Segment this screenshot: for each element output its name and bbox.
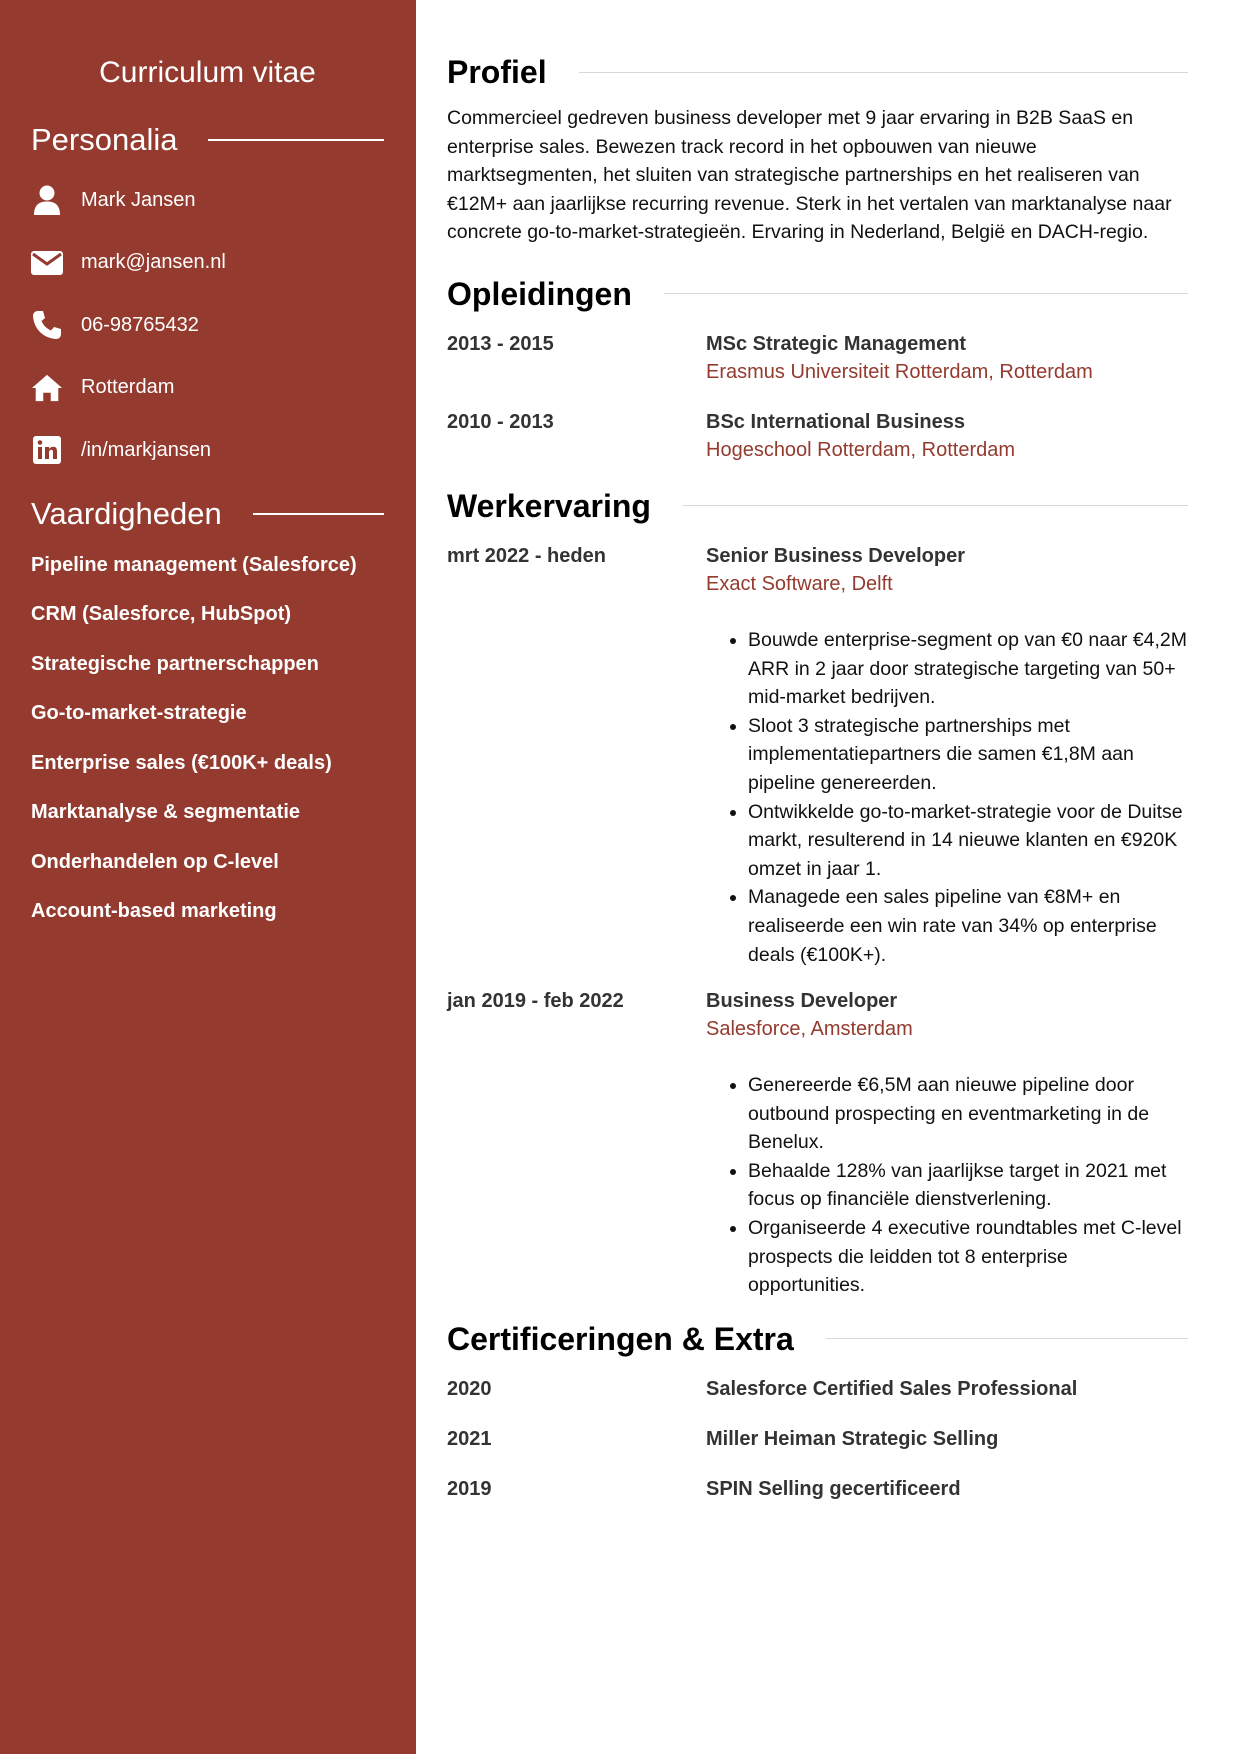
entry-title: BSc International Business bbox=[706, 410, 965, 433]
entry-date: 2021 bbox=[447, 1427, 492, 1450]
entry-date: jan 2019 - feb 2022 bbox=[447, 990, 624, 1013]
envelope-icon bbox=[31, 247, 63, 279]
certifications-heading-label: Certificeringen & Extra bbox=[447, 1320, 794, 1357]
phone-icon bbox=[31, 309, 63, 341]
personalia-heading-label: Personalia bbox=[31, 122, 178, 157]
entry-company: Salesforce, Amsterdam bbox=[706, 1018, 913, 1041]
heading-divider bbox=[253, 513, 384, 515]
achievement-item: • Genereerde €6,5M aan nieuwe pipeline door outbound prospecting en eventmarketing in de Benelux. bbox=[748, 1071, 1188, 1157]
profile-heading bbox=[447, 52, 1188, 92]
entry-company: Exact Software, Delft bbox=[706, 572, 893, 595]
work-heading bbox=[447, 486, 1188, 526]
cv-title: Curriculum vitae bbox=[99, 56, 316, 89]
contact-email[interactable] bbox=[31, 245, 384, 281]
profile-text: Commercieel gedreven business developer met 9 jaar ervaring in B2B SaaS en enterprise sales. Bewezen track record in het opbouwen van nieuwe marktsegmenten, het sluiten van strategische partnerships en het realiseren van €12M+ aan jaarlijkse recurring revenue. Sterk in het vertalen van marktanalyse naar concrete go-to-market-strategieën. Ervaring in Nederland, België en DACH-regio. bbox=[447, 107, 1172, 244]
entry-content bbox=[706, 987, 1188, 1300]
entry-date: 2013 - 2015 bbox=[447, 332, 554, 355]
contact-linkedin[interactable] bbox=[31, 432, 384, 468]
education-entry bbox=[447, 330, 1188, 386]
user-icon bbox=[31, 184, 63, 216]
skills-heading-label: Vaardigheden bbox=[31, 495, 222, 531]
education-heading-label: Opleidingen bbox=[447, 275, 632, 312]
contact-list bbox=[31, 182, 384, 468]
heading-divider bbox=[826, 1338, 1188, 1339]
certifications-heading bbox=[447, 1319, 1188, 1359]
education-entry bbox=[447, 408, 1188, 464]
achievement-item: • Bouwde enterprise-segment op van €0 naar €4,2M ARR in 2 jaar door strategische targeting van 50+ mid-market bedrijven. bbox=[748, 626, 1188, 712]
personalia-heading bbox=[31, 121, 384, 159]
skill-item: Strategische partnerschappen bbox=[31, 652, 319, 675]
certification-entry bbox=[447, 1375, 1188, 1403]
entry-date: 2019 bbox=[447, 1477, 492, 1500]
entry-institution: Erasmus Universiteit Rotterdam, Rotterdam bbox=[706, 360, 1093, 383]
contact-linkedin-text[interactable]: /in/markjansen bbox=[81, 438, 212, 461]
skill-item: Onderhandelen op C-level bbox=[31, 850, 279, 873]
education-list bbox=[447, 330, 1188, 464]
entry-title: Senior Business Developer bbox=[706, 544, 965, 567]
linkedin-icon bbox=[31, 434, 63, 466]
contact-name-text: Mark Jansen bbox=[81, 188, 196, 211]
certification-entry bbox=[447, 1475, 1188, 1503]
skill-item: Account-based marketing bbox=[31, 900, 277, 922]
work-list bbox=[447, 542, 1188, 1300]
entry-title: Salesforce Certified Sales Professional bbox=[706, 1377, 1078, 1400]
work-entry bbox=[447, 542, 1188, 969]
entry-content bbox=[706, 542, 1188, 969]
work-entry bbox=[447, 987, 1188, 1300]
skill-item: Marktanalyse & segmentatie bbox=[31, 801, 301, 823]
entry-title: SPIN Selling gecertificeerd bbox=[706, 1477, 961, 1500]
entry-title: Business Developer bbox=[706, 990, 898, 1013]
skills-heading bbox=[31, 495, 384, 533]
sidebar bbox=[0, 0, 416, 1754]
skills-list bbox=[31, 553, 384, 924]
contact-email-text[interactable]: mark@jansen.nl bbox=[81, 251, 226, 273]
heading-divider bbox=[664, 293, 1188, 294]
home-icon bbox=[31, 372, 63, 404]
contact-location bbox=[31, 370, 384, 406]
entry-content bbox=[706, 330, 1188, 386]
entry-content bbox=[706, 1475, 1188, 1503]
contact-phone[interactable] bbox=[31, 307, 384, 343]
skill-item: Enterprise sales (€100K+ deals) bbox=[31, 751, 332, 774]
achievement-list bbox=[706, 1071, 1188, 1300]
entry-title: MSc Strategic Management bbox=[706, 332, 967, 355]
achievement-item: • Behaalde 128% van jaarlijkse target in 2021 met focus op financiële dienstverlening. bbox=[748, 1157, 1188, 1214]
profile-heading-label: Profiel bbox=[447, 54, 547, 90]
skill-item: Go-to-market-strategie bbox=[31, 702, 247, 724]
achievement-item: • Ontwikkelde go-to-market-strategie voor de Duitse markt, resulterend in 14 nieuwe klanten en €920K omzet in jaar 1. bbox=[748, 798, 1188, 884]
entry-content bbox=[706, 1375, 1188, 1403]
achievement-list bbox=[706, 626, 1188, 969]
main-content bbox=[416, 0, 1241, 1754]
contact-name bbox=[31, 182, 384, 218]
entry-institution: Hogeschool Rotterdam, Rotterdam bbox=[706, 438, 1016, 461]
certification-entry bbox=[447, 1425, 1188, 1453]
entry-title: Miller Heiman Strategic Selling bbox=[706, 1427, 999, 1450]
certifications-list bbox=[447, 1375, 1188, 1503]
entry-content bbox=[706, 408, 1188, 464]
skill-item: CRM (Salesforce, HubSpot) bbox=[31, 603, 292, 625]
entry-date: 2010 - 2013 bbox=[447, 410, 554, 433]
contact-location-text: Rotterdam bbox=[81, 376, 175, 398]
heading-divider bbox=[579, 72, 1188, 73]
achievement-item: • Managede een sales pipeline van €8M+ en realiseerde een win rate van 34% op enterprise deals (€100K+). bbox=[748, 883, 1188, 969]
heading-divider bbox=[208, 139, 384, 141]
achievement-item: • Sloot 3 strategische partnerships met implementatiepartners die samen €1,8M aan pipeline genereerden. bbox=[748, 712, 1188, 798]
entry-content bbox=[706, 1425, 1188, 1453]
education-heading bbox=[447, 274, 1188, 314]
entry-date: 2020 bbox=[447, 1377, 492, 1400]
work-heading-label: Werkervaring bbox=[447, 487, 651, 524]
skill-item: Pipeline management (Salesforce) bbox=[31, 553, 357, 576]
heading-divider bbox=[683, 505, 1188, 506]
entry-date: mrt 2022 - heden bbox=[447, 544, 606, 567]
achievement-item: • Organiseerde 4 executive roundtables met C-level prospects die leidden tot 8 enterprise opportunities. bbox=[748, 1214, 1188, 1300]
contact-phone-text[interactable]: 06-98765432 bbox=[81, 313, 199, 336]
